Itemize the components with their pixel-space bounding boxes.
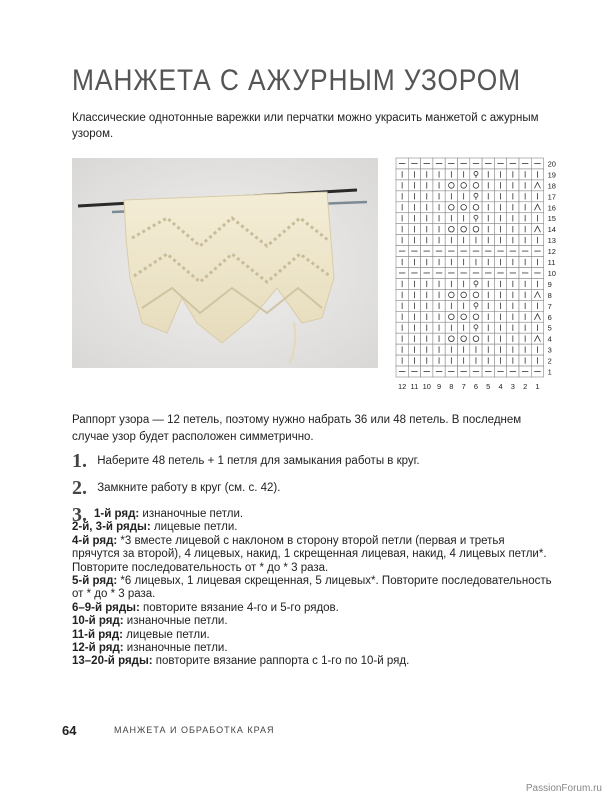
knitting-chart — [394, 156, 570, 396]
step-number: 3. — [72, 504, 87, 526]
row-number-label: 16 — [547, 203, 556, 213]
row-number-label: 4 — [547, 334, 552, 344]
chart-cell — [458, 333, 470, 344]
row-5 — [72, 575, 552, 602]
row-12 — [72, 642, 552, 655]
row-number-label: 18 — [547, 181, 556, 191]
column-number-label: 11 — [410, 382, 419, 391]
row-number-label: 8 — [547, 290, 552, 300]
row-number-label: 13 — [547, 236, 556, 246]
row-label: 5-й ряд: — [72, 575, 118, 588]
row-number-label: 14 — [547, 225, 556, 235]
row-text: *6 лицевых, 1 лицевая скрещенная, 5 лицевых*. Повторите последовательность от * до * 3 раза. — [72, 575, 552, 601]
row-label: 1-й ряд: — [94, 508, 140, 520]
page-number: 64 — [62, 723, 77, 738]
rapport-text: Раппорт узора — 12 петель, поэтому нужно набрать 36 или 48 петель. В последнем случае узор будет расположен симметрично. — [72, 414, 522, 443]
chart-cell — [470, 289, 482, 300]
row-number-label: 1 — [547, 367, 552, 377]
row-label: 6–9-й ряды: — [72, 601, 140, 614]
chart-cell — [458, 311, 470, 322]
row-number-label: 11 — [547, 258, 556, 267]
column-number-label: 5 — [486, 382, 491, 391]
column-number-label: 7 — [461, 382, 466, 391]
column-number-label: 8 — [449, 382, 454, 391]
row-number-label: 17 — [547, 192, 556, 202]
chart-cell — [445, 289, 457, 300]
row-4 — [72, 535, 552, 575]
chart-cell — [470, 213, 482, 224]
row-label: 12-й ряд: — [72, 642, 124, 655]
row-2 — [72, 521, 552, 534]
row-text: изнаночные петли. — [123, 615, 228, 628]
step-1 — [72, 450, 420, 473]
row-number-label: 3 — [547, 345, 552, 355]
row-number-label: 10 — [547, 268, 556, 278]
watermark: PassionForum.ru — [525, 783, 602, 794]
row-6-9 — [72, 602, 552, 615]
step-text: Замкните работу в круг (см. с. 42). — [97, 482, 281, 494]
row-text: изнаночные петли. — [139, 508, 244, 520]
chart-cell — [470, 191, 482, 202]
chart-cell — [470, 180, 482, 191]
chart-cell — [470, 300, 482, 311]
row-instructions — [72, 508, 552, 669]
row-label: 4-й ряд: — [72, 534, 118, 547]
row-number-label: 20 — [547, 159, 556, 169]
intro-text: Классические однотонные варежки или перчатки можно украсить манжетой с ажурным узором. — [72, 112, 539, 140]
row-10 — [72, 615, 552, 628]
chart-cell — [445, 202, 457, 213]
chart-cell — [445, 224, 457, 235]
row-label: 11-й ряд: — [72, 628, 123, 641]
row-13-20 — [72, 655, 552, 668]
chart-cell — [470, 224, 482, 235]
row-number-label: 7 — [547, 301, 552, 311]
chart-cell — [470, 278, 482, 289]
chart-cell — [470, 322, 482, 333]
column-number-label: 2 — [523, 382, 528, 391]
row-label: 2-й, 3-й ряды: — [72, 521, 151, 534]
page-title: МАНЖЕТА С АЖУРНЫМ УЗОРОМ — [72, 64, 522, 97]
row-text: повторите вязание раппорта с 1-го по 10-й ряд. — [152, 655, 410, 668]
column-number-label: 9 — [436, 382, 442, 391]
row-1 — [72, 508, 552, 521]
row-number-label: 15 — [547, 214, 556, 224]
step-number: 1. — [72, 450, 87, 472]
chart-cell — [458, 224, 470, 235]
chart-cell — [458, 289, 470, 300]
row-number-label: 2 — [547, 356, 552, 366]
knitted-cuff-photo — [72, 158, 378, 368]
chart-cell — [445, 333, 457, 344]
row-text: повторите вязание 4-го и 5-го рядов. — [139, 601, 339, 614]
chart-cell — [470, 333, 482, 344]
row-number-label: 5 — [547, 323, 552, 333]
column-number-label: 1 — [535, 382, 540, 391]
chart-cell — [470, 311, 482, 322]
row-number-label: 12 — [547, 247, 556, 257]
column-number-label: 12 — [397, 382, 407, 391]
column-number-label: 6 — [473, 382, 479, 391]
column-number-label: 3 — [510, 382, 515, 391]
chart-cell — [470, 202, 482, 213]
row-11 — [72, 629, 552, 642]
row-label: 13–20-й ряды: — [72, 655, 153, 668]
row-number-label: 9 — [547, 279, 552, 289]
chart-cell — [470, 169, 482, 180]
row-text: изнаночные петли. — [123, 642, 228, 655]
chart-cell — [445, 311, 457, 322]
chart-cell — [458, 180, 470, 191]
chart-cell — [458, 202, 470, 213]
row-text: лицевые петли. — [150, 521, 238, 534]
step-number: 2. — [72, 477, 87, 499]
chart-cell — [445, 180, 457, 191]
row-text: *3 вместе лицевой с наклоном в сторону второй петли (первая и третья прячутся за второй), 4 лицевых, накид, 1 скрещенная лицевая, накид, 4 лицевых петли*. Повторите последовательность от * до * 3 раза. — [72, 534, 547, 574]
step-2 — [72, 477, 280, 500]
row-number-label: 19 — [547, 170, 556, 180]
row-label: 10-й ряд: — [72, 615, 124, 628]
section-title: МАНЖЕТА И ОБРАБОТКА КРАЯ — [114, 725, 275, 735]
row-text: лицевые петли. — [122, 628, 210, 641]
column-number-label: 4 — [498, 382, 503, 391]
step-text: Наберите 48 петель + 1 петля для замыкания работы в круг. — [97, 455, 420, 467]
row-number-label: 6 — [547, 312, 552, 322]
column-number-label: 10 — [422, 382, 431, 391]
